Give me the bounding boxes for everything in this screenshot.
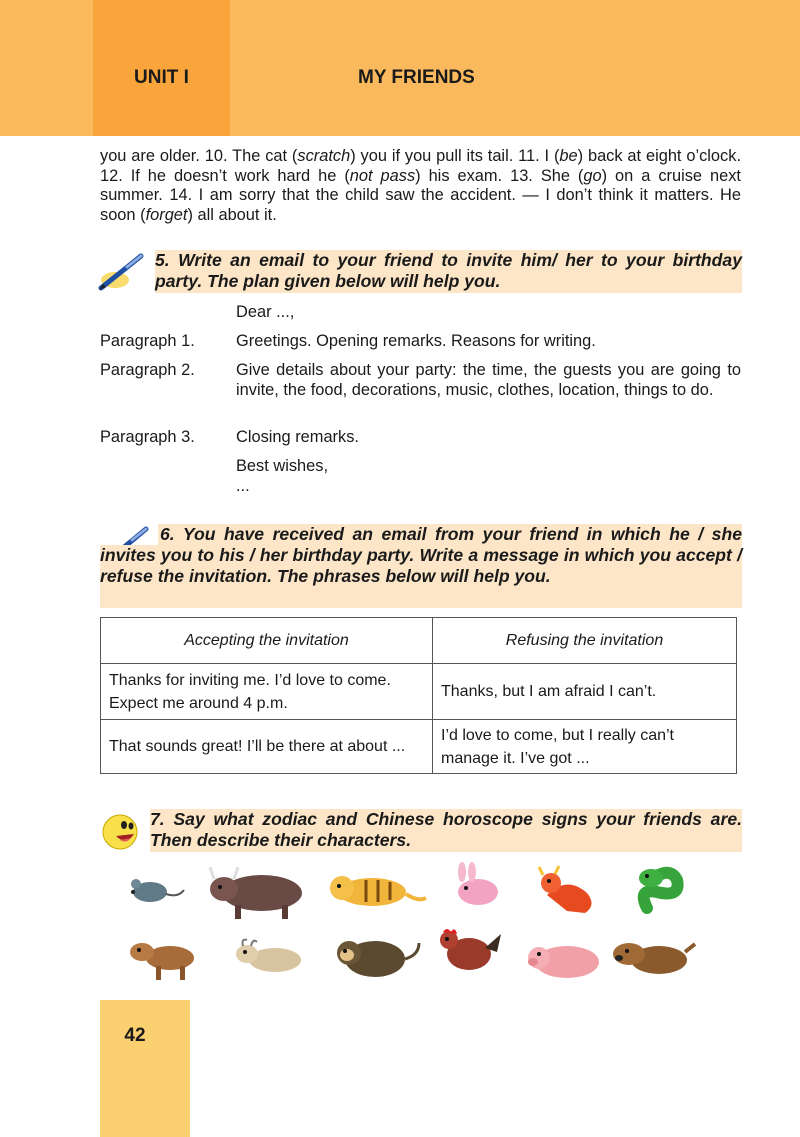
dragon-icon bbox=[539, 866, 592, 913]
paragraph-1-label: Paragraph 1. bbox=[100, 332, 195, 350]
horse-icon bbox=[130, 943, 194, 980]
table-cell: Thanks, but I am afraid I can’t. bbox=[433, 664, 737, 720]
table-header: Accepting the invitation bbox=[101, 618, 433, 664]
continuation-paragraph bbox=[100, 147, 741, 225]
paragraph-text: ) on a cruise next summer. 14. I am sorry that the child saw the accident. — I don’t think it matters. He soon ( bbox=[100, 166, 741, 224]
email-closing: Best wishes, bbox=[236, 457, 329, 475]
table-header-row bbox=[101, 618, 737, 664]
ox-icon bbox=[210, 867, 302, 919]
task-6-instruction: 6. You have received an email from your friend in which he / she invites you to his / her birthday party. Write a message in which you accept / refuse the invitation. The phrases below will help you. bbox=[100, 524, 742, 586]
email-greeting: Dear ..., bbox=[236, 303, 295, 321]
monkey-icon bbox=[337, 941, 419, 977]
rabbit-icon bbox=[458, 862, 498, 905]
phrases-table bbox=[100, 617, 737, 774]
goat-icon bbox=[236, 940, 301, 972]
verb-prompt: forget bbox=[145, 205, 188, 224]
rat-icon bbox=[131, 879, 184, 902]
verb-prompt: be bbox=[559, 147, 578, 165]
table-row bbox=[101, 720, 737, 774]
chinese-zodiac-animals bbox=[125, 860, 725, 990]
table-cell: That sounds great! I’ll be there at about ... bbox=[101, 720, 433, 774]
verb-prompt: scratch bbox=[297, 147, 351, 165]
smiley-icon bbox=[100, 812, 140, 852]
paragraph-text: ) all about it. bbox=[187, 205, 277, 224]
dog-icon bbox=[613, 943, 695, 974]
task-7-instruction: 7. Say what zodiac and Chinese horoscope signs your friends are. Then describe their characters. bbox=[150, 809, 742, 850]
paragraph-text: ) you if you pull its tail. 11. I ( bbox=[350, 147, 560, 165]
paragraph-text: ) back at eight o’clock. 12. If he doesn’t work hard he ( bbox=[100, 147, 741, 185]
paragraph-2-label: Paragraph 2. bbox=[100, 361, 195, 379]
verb-prompt: not pass bbox=[349, 166, 416, 185]
page-title: MY FRIENDS bbox=[358, 67, 475, 88]
pig-icon bbox=[528, 946, 599, 978]
paragraph-3-label: Paragraph 3. bbox=[100, 428, 195, 446]
page-number-tab bbox=[100, 1000, 190, 1137]
page-number: 42 bbox=[124, 1025, 146, 1046]
paragraph-1-text: Greetings. Opening remarks. Reasons for writing. bbox=[236, 332, 596, 350]
paragraph-text: you are older. 10. The cat ( bbox=[100, 147, 298, 165]
pen-icon bbox=[97, 250, 147, 292]
email-signature: ... bbox=[236, 477, 250, 495]
table-cell: Thanks for inviting me. I’d love to come. Expect me around 4 p.m. bbox=[101, 664, 433, 720]
snake-icon bbox=[639, 869, 678, 908]
table-cell: I’d love to come, but I really can’t manage it. I’ve got ... bbox=[433, 720, 737, 774]
paragraph-text: ) his exam. 13. She ( bbox=[415, 166, 584, 185]
paragraph-2-text: Give details about your party: the time, the guests you are going to invite, the food, decorations, music, clothes, location, things to do. bbox=[236, 361, 741, 399]
verb-prompt: go bbox=[583, 166, 602, 185]
tiger-icon bbox=[330, 876, 426, 906]
rooster-icon bbox=[440, 929, 501, 970]
table-row bbox=[101, 664, 737, 720]
task-5-instruction: 5. Write an email to your friend to invite him/ her to your birthday party. The plan given below will help you. bbox=[155, 250, 742, 291]
unit-label: UNIT I bbox=[134, 67, 189, 88]
table-header: Refusing the invitation bbox=[433, 618, 737, 664]
paragraph-3-text: Closing remarks. bbox=[236, 428, 359, 446]
